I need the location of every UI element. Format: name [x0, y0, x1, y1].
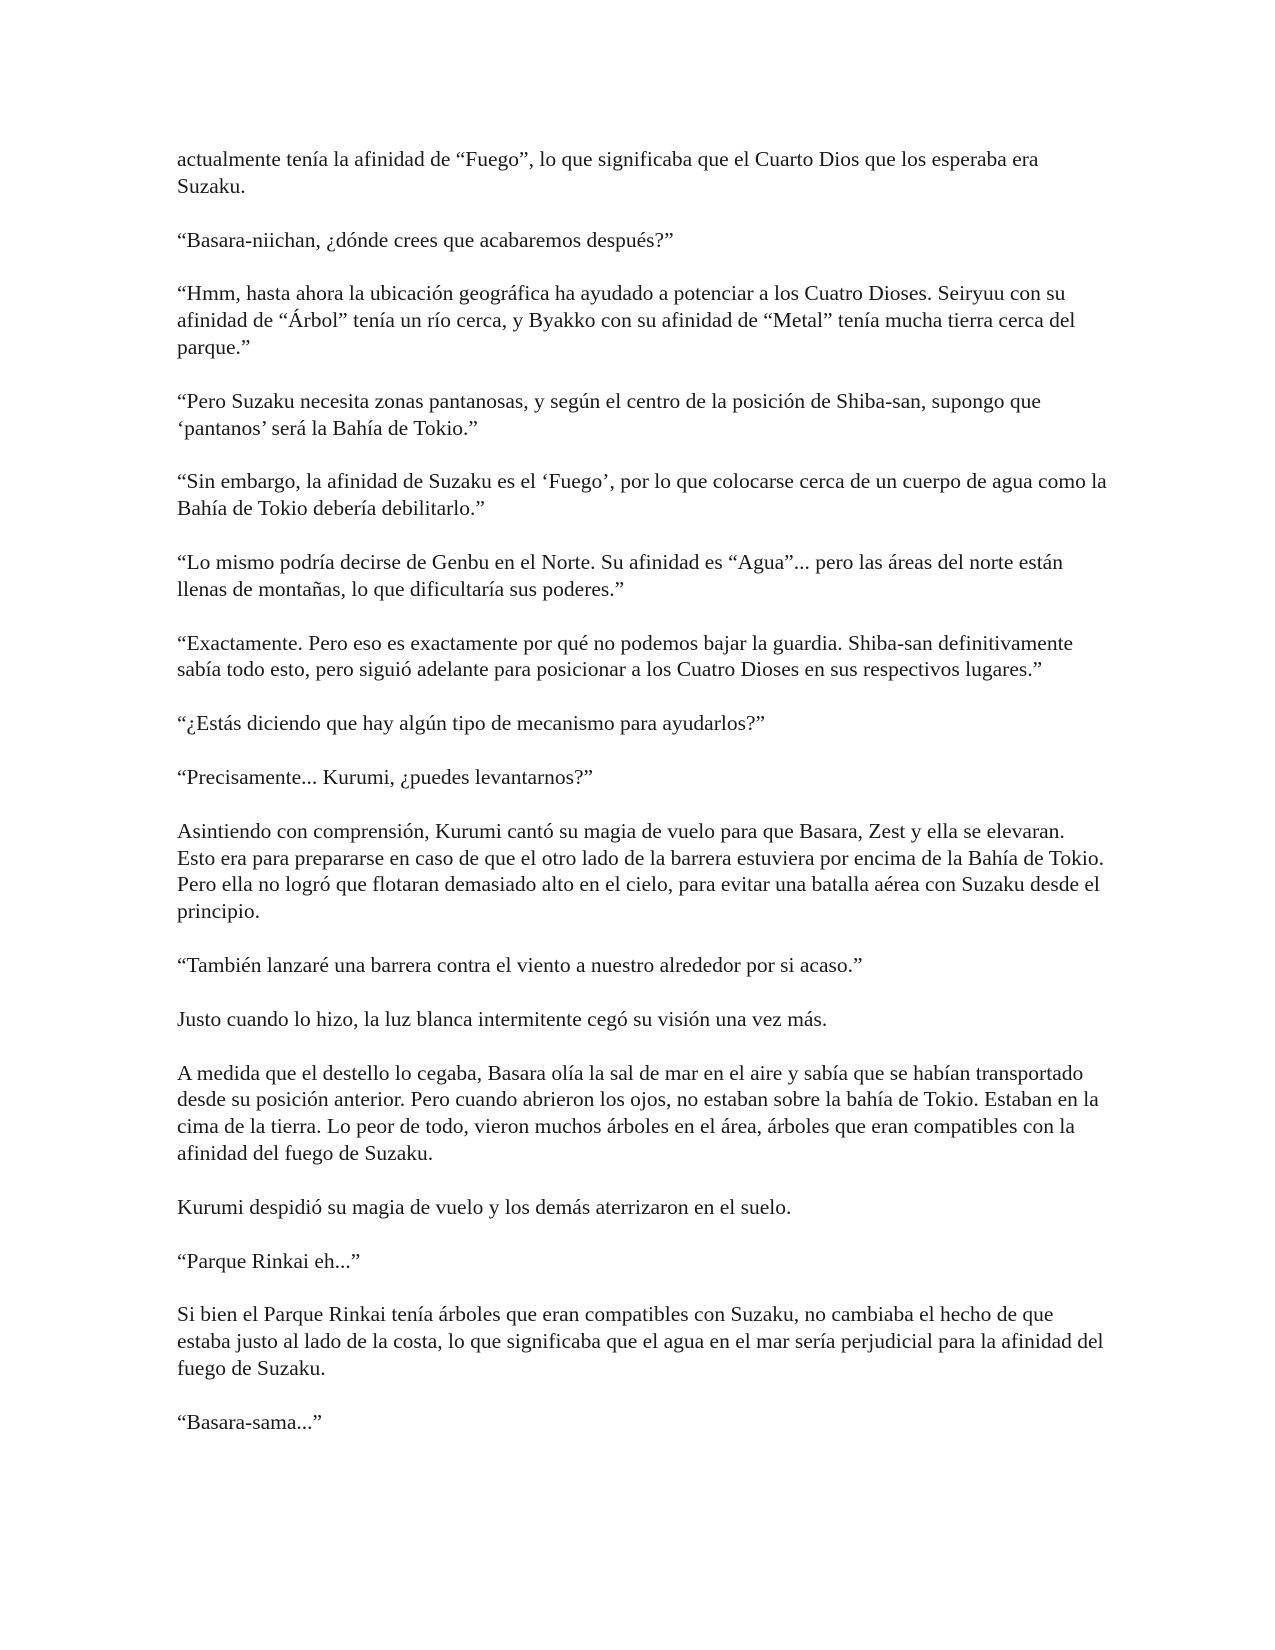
paragraph: “Precisamente... Kurumi, ¿puedes levantarnos?” — [177, 764, 594, 789]
paragraph: “Hmm, hasta ahora la ubicación geográfica ha ayudado a potenciar a los Cuatro Dioses. Seiryuu con su afinidad de “Árbol” tenía un río cerca, y Byakko con su afinidad de “Metal” tenía mucha tierra cerca del parque.” — [177, 281, 1076, 359]
paragraph: “Parque Rinkai eh...” — [177, 1248, 361, 1273]
paragraph: “Exactamente. Pero eso es exactamente por qué no podemos bajar la guardia. Shiba-san definitivamente sabía todo esto, pero siguió adelante para posicionar a los Cuatro Dioses en sus respectivos lugares.” — [177, 630, 1074, 682]
paragraph: Kurumi despidió su magia de vuelo y los demás aterrizaron en el suelo. — [177, 1194, 792, 1219]
paragraph: Si bien el Parque Rinkai tenía árboles que eran compatibles con Suzaku, no cambiaba el hecho de que estaba justo al lado de la costa, lo que significaba que el agua en el mar sería perjudicial para la afinidad del fuego de Suzaku. — [177, 1302, 1104, 1380]
paragraph: “¿Estás diciendo que hay algún tipo de mecanismo para ayudarlos?” — [177, 711, 766, 736]
paragraph: “También lanzaré una barrera contra el viento a nuestro alrededor por si acaso.” — [177, 952, 863, 977]
paragraph: A medida que el destello lo cegaba, Basara olía la sal de mar en el aire y sabía que se habían transportado desde su posición anterior. Pero cuando abrieron los ojos, no estaban sobre la bahía de Tokio. Estaban en la cima de la tierra. Lo peor de todo, vieron muchos árboles en el área, árboles que eran compatibles con la afinidad del fuego de Suzaku. — [177, 1060, 1099, 1165]
paragraph: Justo cuando lo hizo, la luz blanca intermitente cegó su visión una vez más. — [177, 1006, 828, 1031]
paragraph: “Lo mismo podría decirse de Genbu en el Norte. Su afinidad es “Agua”... pero las áreas del norte están llenas de montañas, lo que dificultaría sus poderes.” — [177, 549, 1063, 601]
paragraph: “Sin embargo, la afinidad de Suzaku es el ‘Fuego’, por lo que colocarse cerca de un cuerpo de agua como la Bahía de Tokio debería debilitarlo.” — [177, 469, 1107, 521]
document-body — [177, 146, 1107, 1463]
paragraph: “Basara-niichan, ¿dónde crees que acabaremos después?” — [177, 227, 674, 252]
paragraph: actualmente tenía la afinidad de “Fuego”, lo que significaba que el Cuarto Dios que los esperaba era Suzaku. — [177, 147, 1039, 198]
paragraph: “Pero Suzaku necesita zonas pantanosas, y según el centro de la posición de Shiba-san, supongo que ‘pantanos’ será la Bahía de Tokio.” — [177, 388, 1041, 440]
paragraph: “Basara-sama...” — [177, 1409, 323, 1434]
paragraph: Asintiendo con comprensión, Kurumi cantó su magia de vuelo para que Basara, Zest y ella se elevaran. Esto era para prepararse en caso de que el otro lado de la barrera estuviera por encima de la Bahía de Tokio. Pero ella no logró que flotaran demasiado alto en el cielo, para evitar una batalla aérea con Suzaku desde el principio. — [177, 818, 1104, 924]
